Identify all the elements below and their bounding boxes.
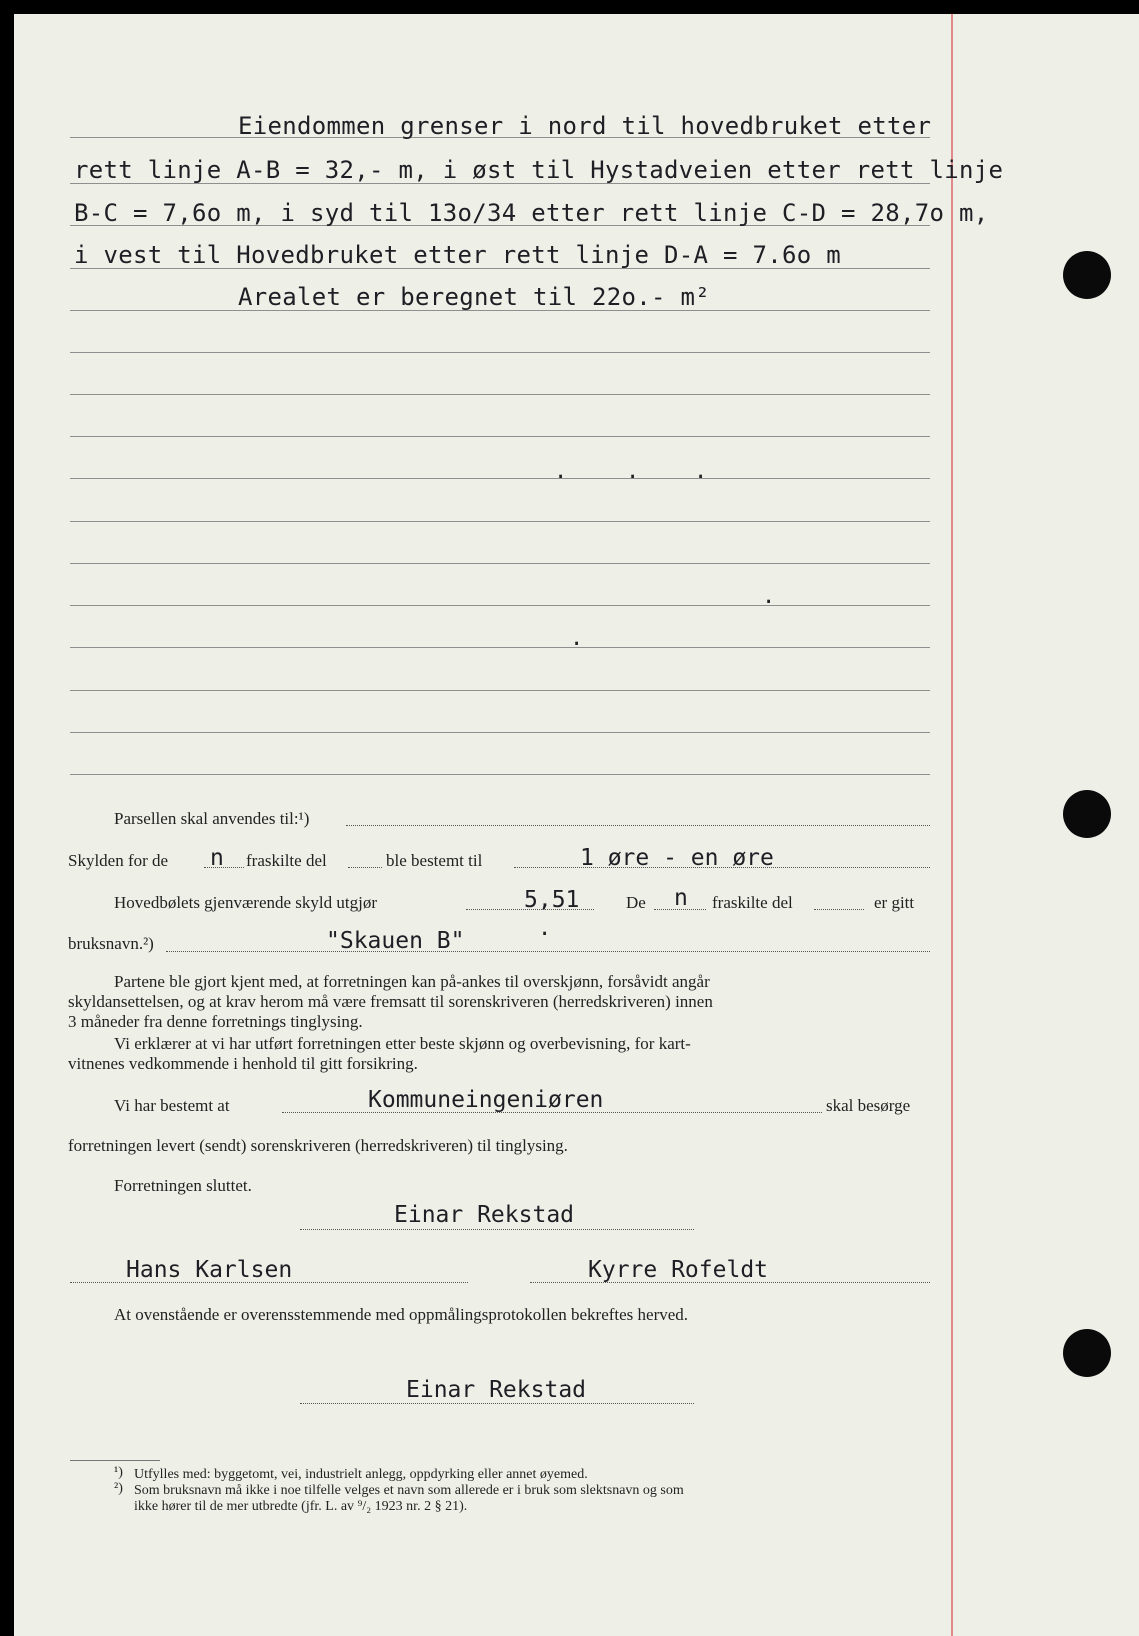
sluttet-line: Forretningen sluttet. [114, 1176, 252, 1195]
footnote-2-line-2: ikke hører til de mer utbredte (jfr. L. av ⁹/₂ 1923 nr. 2 § 21). [134, 1499, 468, 1514]
remaining-line [466, 909, 594, 910]
stray-mark: . [762, 584, 776, 609]
de-label: De [626, 893, 646, 912]
bestemt-line [282, 1112, 822, 1113]
ruled-line [70, 394, 930, 395]
fraskilte-del-line [814, 909, 864, 910]
bruksnavn-value: "Skauen B" [326, 928, 465, 954]
stray-mark: . [570, 626, 584, 651]
remaining-value: 5,51 [524, 887, 580, 913]
stray-mark: . [538, 916, 552, 941]
ruled-line [70, 605, 930, 606]
ruled-line [70, 478, 930, 479]
signature-witness-left: Hans Karlsen [126, 1257, 293, 1283]
de-n-value: n [674, 885, 688, 911]
area-line: Arealet er beregnet til 22o.- m² [238, 283, 710, 311]
skyld-label: Skylden for de [68, 851, 169, 870]
description-line-2: rett linje A-B = 32,- m, i øst til Hystadveien etter rett linje [74, 156, 1004, 184]
footnote-2-line-1: Som bruksnavn må ikke i noe tilfelle velges et navn som allerede er i bruk som slektsnavn og som [134, 1483, 684, 1498]
paragraph-2-line-2: vitnenes vedkommende i henhold til gitt forsikring. [68, 1054, 418, 1073]
document-page [14, 14, 1139, 1636]
binder-hole [1063, 251, 1111, 299]
footnote-2-mark: ²) [114, 1481, 123, 1496]
red-margin-line [951, 14, 953, 1636]
footnote-1-mark: ¹) [114, 1465, 123, 1480]
ruled-line [70, 732, 930, 733]
bestemt-value: Kommuneingeniøren [368, 1087, 604, 1113]
bruksnavn-label: bruksnavn.²) [68, 934, 154, 953]
besorge-label: skal besørge [826, 1096, 911, 1115]
skyld-n-value: n [210, 845, 224, 871]
de-n-line [654, 909, 706, 910]
description-line-1: Eiendommen grenser i nord til hovedbruket etter [238, 112, 932, 140]
paragraph-1-line-2: skyldansettelsen, og at krav herom må være fremsatt til sorenskriveren (herredskriveren) innen [68, 992, 713, 1011]
fraskilte-line [348, 867, 382, 868]
binder-hole [1063, 790, 1111, 838]
ruled-line [70, 436, 930, 437]
ruled-line [70, 774, 930, 775]
signature-first-line [300, 1229, 694, 1230]
attest-line: At ovenstående er overensstemmende med oppmålingsprotokollen bekreftes herved. [114, 1305, 689, 1324]
signature-witness-left-line [70, 1282, 468, 1283]
signature-final-line [300, 1403, 694, 1404]
signature-witness-right: Kyrre Rofeldt [588, 1257, 769, 1283]
ruled-line [70, 521, 930, 522]
signature-witness-right-line [530, 1282, 930, 1283]
description-line-4: i vest til Hovedbruket etter rett linje D-A = 7.6o m [74, 241, 841, 269]
footnote-1: Utfylles med: byggetomt, vei, industrielt anlegg, oppdyrking eller annet øyemed. [134, 1467, 588, 1482]
bruksnavn-line [166, 951, 930, 952]
er-gitt-label: er gitt [874, 893, 915, 912]
paragraph-1-line-3: 3 måneder fra denne forretnings tinglysing. [68, 1012, 363, 1031]
fraskilte-label: fraskilte del [246, 851, 327, 870]
fraskilte-del-label: fraskilte del [712, 893, 793, 912]
remaining-label: Hovedbølets gjenværende skyld utgjør [114, 893, 377, 912]
ruled-line [70, 352, 930, 353]
bestemt-label: Vi har bestemt at [114, 1096, 230, 1115]
paragraph-2-line-1: Vi erklærer at vi har utført forretningen etter beste skjønn og overbevisning, for kart- [114, 1034, 691, 1053]
ruled-line [70, 690, 930, 691]
binder-hole [1063, 1329, 1111, 1377]
stray-mark: . [626, 459, 640, 484]
skyld-value-line [514, 867, 930, 868]
use-label: Parsellen skal anvendes til:¹) [114, 809, 310, 828]
skyld-n-line [204, 867, 244, 868]
paragraph-1-line-1: Partene ble gjort kjent med, at forretningen kan på-ankes til overskjønn, forsåvidt angår [114, 972, 710, 991]
ruled-line [70, 563, 930, 564]
stray-mark: . [554, 459, 568, 484]
stray-mark: . [694, 459, 708, 484]
signature-first: Einar Rekstad [394, 1202, 575, 1228]
footnote-rule [70, 1460, 160, 1461]
bestemt-til-label: ble bestemt til [386, 851, 483, 870]
skyld-value: 1 øre - en øre [580, 845, 774, 871]
use-fill-line [346, 825, 930, 826]
levert-line: forretningen levert (sendt) sorenskriveren (herredskriveren) til tinglysing. [68, 1136, 568, 1155]
description-line-3: B-C = 7,6o m, i syd til 13o/34 etter rett linje C-D = 28,7o m, [74, 199, 989, 227]
ruled-line [70, 647, 930, 648]
signature-final: Einar Rekstad [406, 1377, 587, 1403]
